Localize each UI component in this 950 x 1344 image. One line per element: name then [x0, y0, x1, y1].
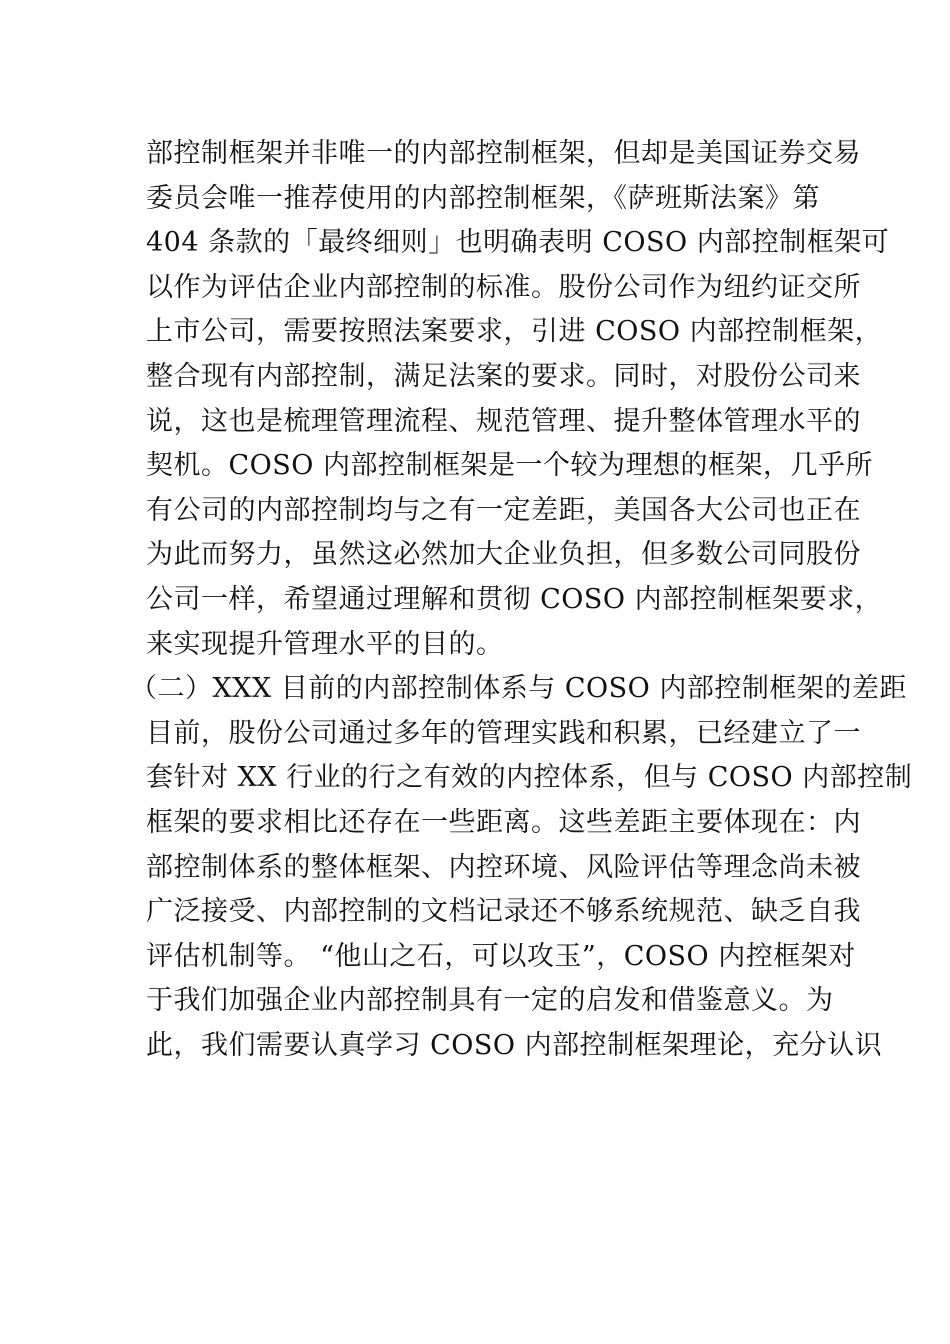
text-line: 上市公司，需要按照法案要求，引进 COSO 内部控制框架， [146, 316, 883, 348]
text-line: 公司一样，希望通过理解和贯彻 COSO 内部控制框架要求， [146, 583, 883, 615]
text-line: 评估机制等。 “他山之石，可以攻玉”，COSO 内控框架对 [146, 940, 856, 972]
text-line: 于我们加强企业内部控制具有一定的启发和借鉴意义。为 [146, 985, 834, 1017]
text-line: 有公司的内部控制均与之有一定差距，美国各大公司也正在 [146, 494, 861, 526]
text-line: 部控制框架并非唯一的内部控制框架，但却是美国证券交易 [146, 138, 861, 169]
text-line: 部控制体系的整体框架、内控环境、风险评估等理念尚未被 [146, 851, 861, 883]
text-line: 委员会唯一推荐使用的内部控制框架，《萨班斯法案》第 [146, 182, 820, 214]
text-line: 为此而努力，虽然这必然加大企业负担，但多数公司同股份 [146, 539, 861, 571]
text-line: 契机。COSO 内部控制框架是一个较为理想的框架，几乎所 [146, 450, 874, 482]
text-line: 此，我们需要认真学习 COSO 内部控制框架理论，充分认识 [146, 1029, 883, 1061]
text-line: 整合现有内部控制，满足法案的要求。同时，对股份公司来 [146, 360, 861, 392]
text-line: 404 条款的「最终细则」也明确表明 COSO 内部控制框架可 [146, 227, 890, 259]
text-line: 以作为评估企业内部控制的标准。股份公司作为纽约证交所 [146, 271, 861, 303]
text-line: 套针对 XX 行业的行之有效的内控体系，但与 COSO 内部控制 [146, 762, 913, 794]
text-line: 框架的要求相比还存在一些距离。这些差距主要体现在：内 [146, 806, 861, 838]
text-line: 说，这也是梳理管理流程、规范管理、提升整体管理水平的 [146, 405, 861, 437]
text-line: 来实现提升管理水平的目的。 [146, 628, 504, 660]
section-heading: （二）XXX 目前的内部控制体系与 COSO 内部控制框架的差距 [130, 673, 907, 705]
text-line: 目前，股份公司通过多年的管理实践和积累，已经建立了一 [146, 717, 861, 749]
text-line: 广泛接受、内部控制的文档记录还不够系统规范、缺乏自我 [146, 896, 861, 928]
body-text [130, 132, 913, 1068]
